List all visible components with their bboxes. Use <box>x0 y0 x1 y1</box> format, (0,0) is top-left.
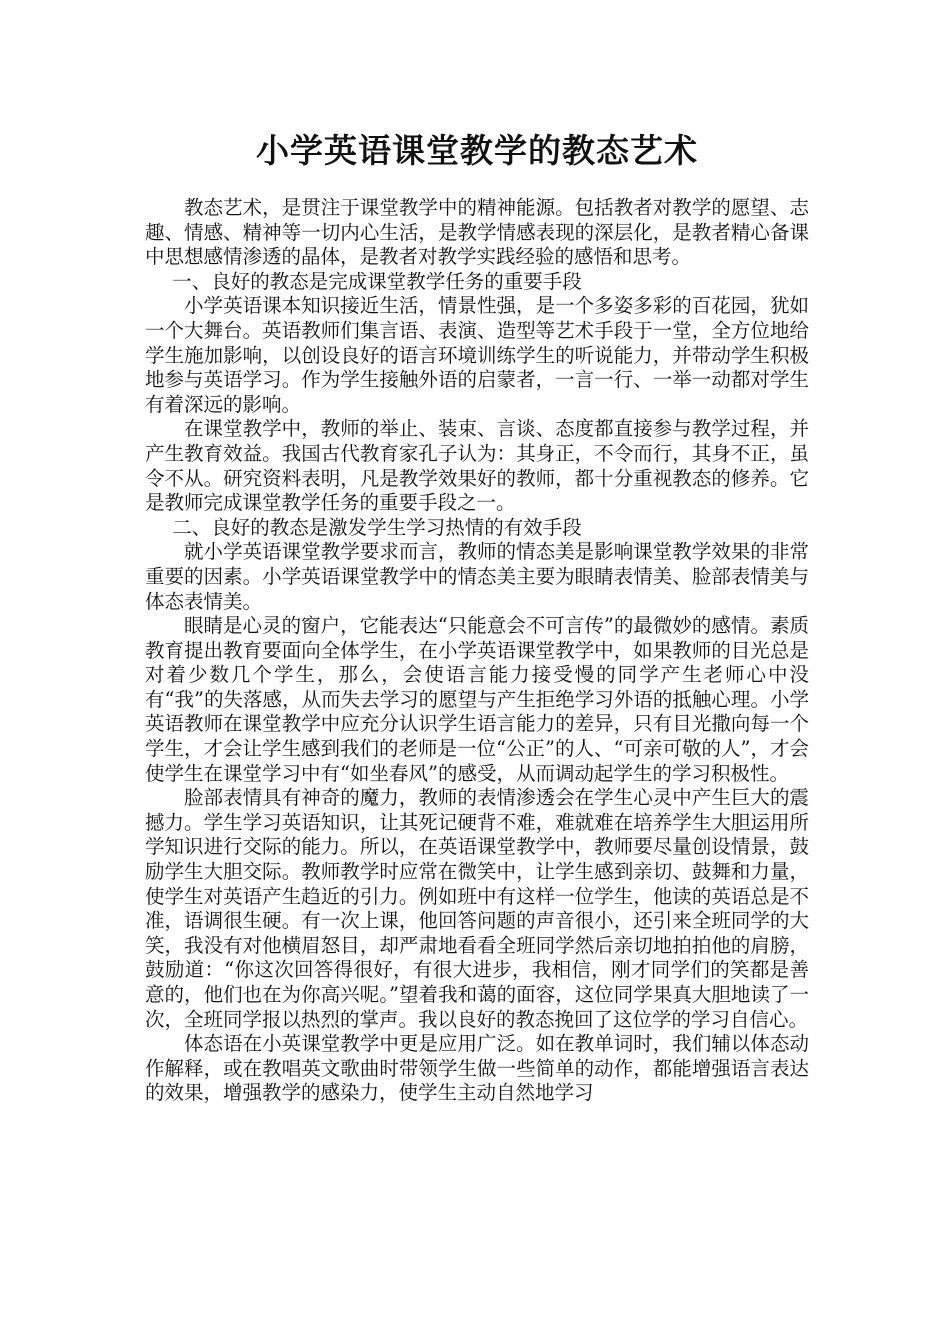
document-body <box>145 196 809 1106</box>
paragraph: 在课堂教学中，教师的举止、装束、言谈、态度都直接参与教学过程，并产生教育效益。我国古代教育家孔子认为：其身正，不令而行，其身不正，虽令不从。研究资料表明，凡是教学效果好的教师，都十分重视教态的修养。它是教师完成课堂教学任务的重要手段之一。 <box>145 417 809 515</box>
paragraph: 脸部表情具有神奇的魔力，教师的表情渗透会在学生心灵中产生巨大的震撼力。学生学习英语知识，让其死记硬背不难，难就难在培养学生大胆运用所学知识进行交际的能力。所以，在英语课堂教学中，教师要尽量创设情景，鼓励学生大胆交际。教师教学时应常在微笑中，让学生感到亲切、鼓舞和力量，使学生对英语产生趋近的引力。例如班中有这样一位学生，他读的英语总是不准，语调很生硬。有一次上课，他回答问题的声音很小，还引来全班同学的大笑，我没有对他横眉怒目，却严肃地看看全班同学然后亲切地拍拍他的肩膀，鼓励道：“你这次回答得很好，有很大进步，我相信，刚才同学们的笑都是善意的，他们也在为你高兴呢。”望着我和蔼的面容，这位同学果真大胆地读了一次，全班同学报以热烈的掌声。我以良好的教态挽回了这位学的学习自信心。 <box>145 786 809 1031</box>
paragraph-intro: 教态艺术，是贯注于课堂教学中的精神能源。包括教者对教学的愿望、志趣、情感、精神等一切内心生活，是教学情感表现的深层化，是教者精心备课中思想感情渗透的晶体，是教者对教学实践经验的感悟和思考。 <box>145 196 809 269</box>
paragraph: 小学英语课本知识接近生活，情景性强，是一个多姿多彩的百花园，犹如一个大舞台。英语教师们集言语、表演、造型等艺术手段于一堂，全方位地给学生施加影响，以创设良好的语言环境训练学生的听说能力，并带动学生积极地参与英语学习。作为学生接触外语的启蒙者，一言一行、一举一动都对学生有着深远的影响。 <box>145 294 809 416</box>
document-title: 小学英语课堂教学的教态艺术 <box>256 131 698 170</box>
section-heading-1: 一、良好的教态是完成课堂教学任务的重要手段 <box>172 269 582 293</box>
document-page <box>145 126 809 1106</box>
paragraph: 就小学英语课堂教学要求而言，教师的情态美是影响课堂教学效果的非常重要的因素。小学英语课堂教学中的情态美主要为眼睛表情美、脸部表情美与体态表情美。 <box>145 540 809 613</box>
paragraph: 眼睛是心灵的窗户，它能表达“只能意会不可言传”的最微妙的感情。素质教育提出教育要面向全体学生，在小学英语课堂教学中，如果教师的目光总是对着少数几个学生，那么，会使语言能力接受慢的同学产生老师心中没有“我”的失落感，从而失去学习的愿望与产生拒绝学习外语的抵触心理。小学英语教师在课堂教学中应充分认识学生语言能力的差异，只有目光撒向每一个学生，才会让学生感到我们的老师是一位“公正”的人、“可亲可敬的人”，才会使学生在课堂学习中有“如坐春风”的感受，从而调动起学生的学习积极性。 <box>145 614 809 785</box>
paragraph: 体态语在小英课堂教学中更是应用广泛。如在教单词时，我们辅以体态动作解释，或在教唱英文歌曲时带领学生做一些简单的动作，都能增强语言表达的效果，增强教学的感染力，使学生主动自然地学习 <box>145 1032 809 1105</box>
section-heading-2: 二、良好的教态是激发学生学习热情的有效手段 <box>172 515 582 539</box>
